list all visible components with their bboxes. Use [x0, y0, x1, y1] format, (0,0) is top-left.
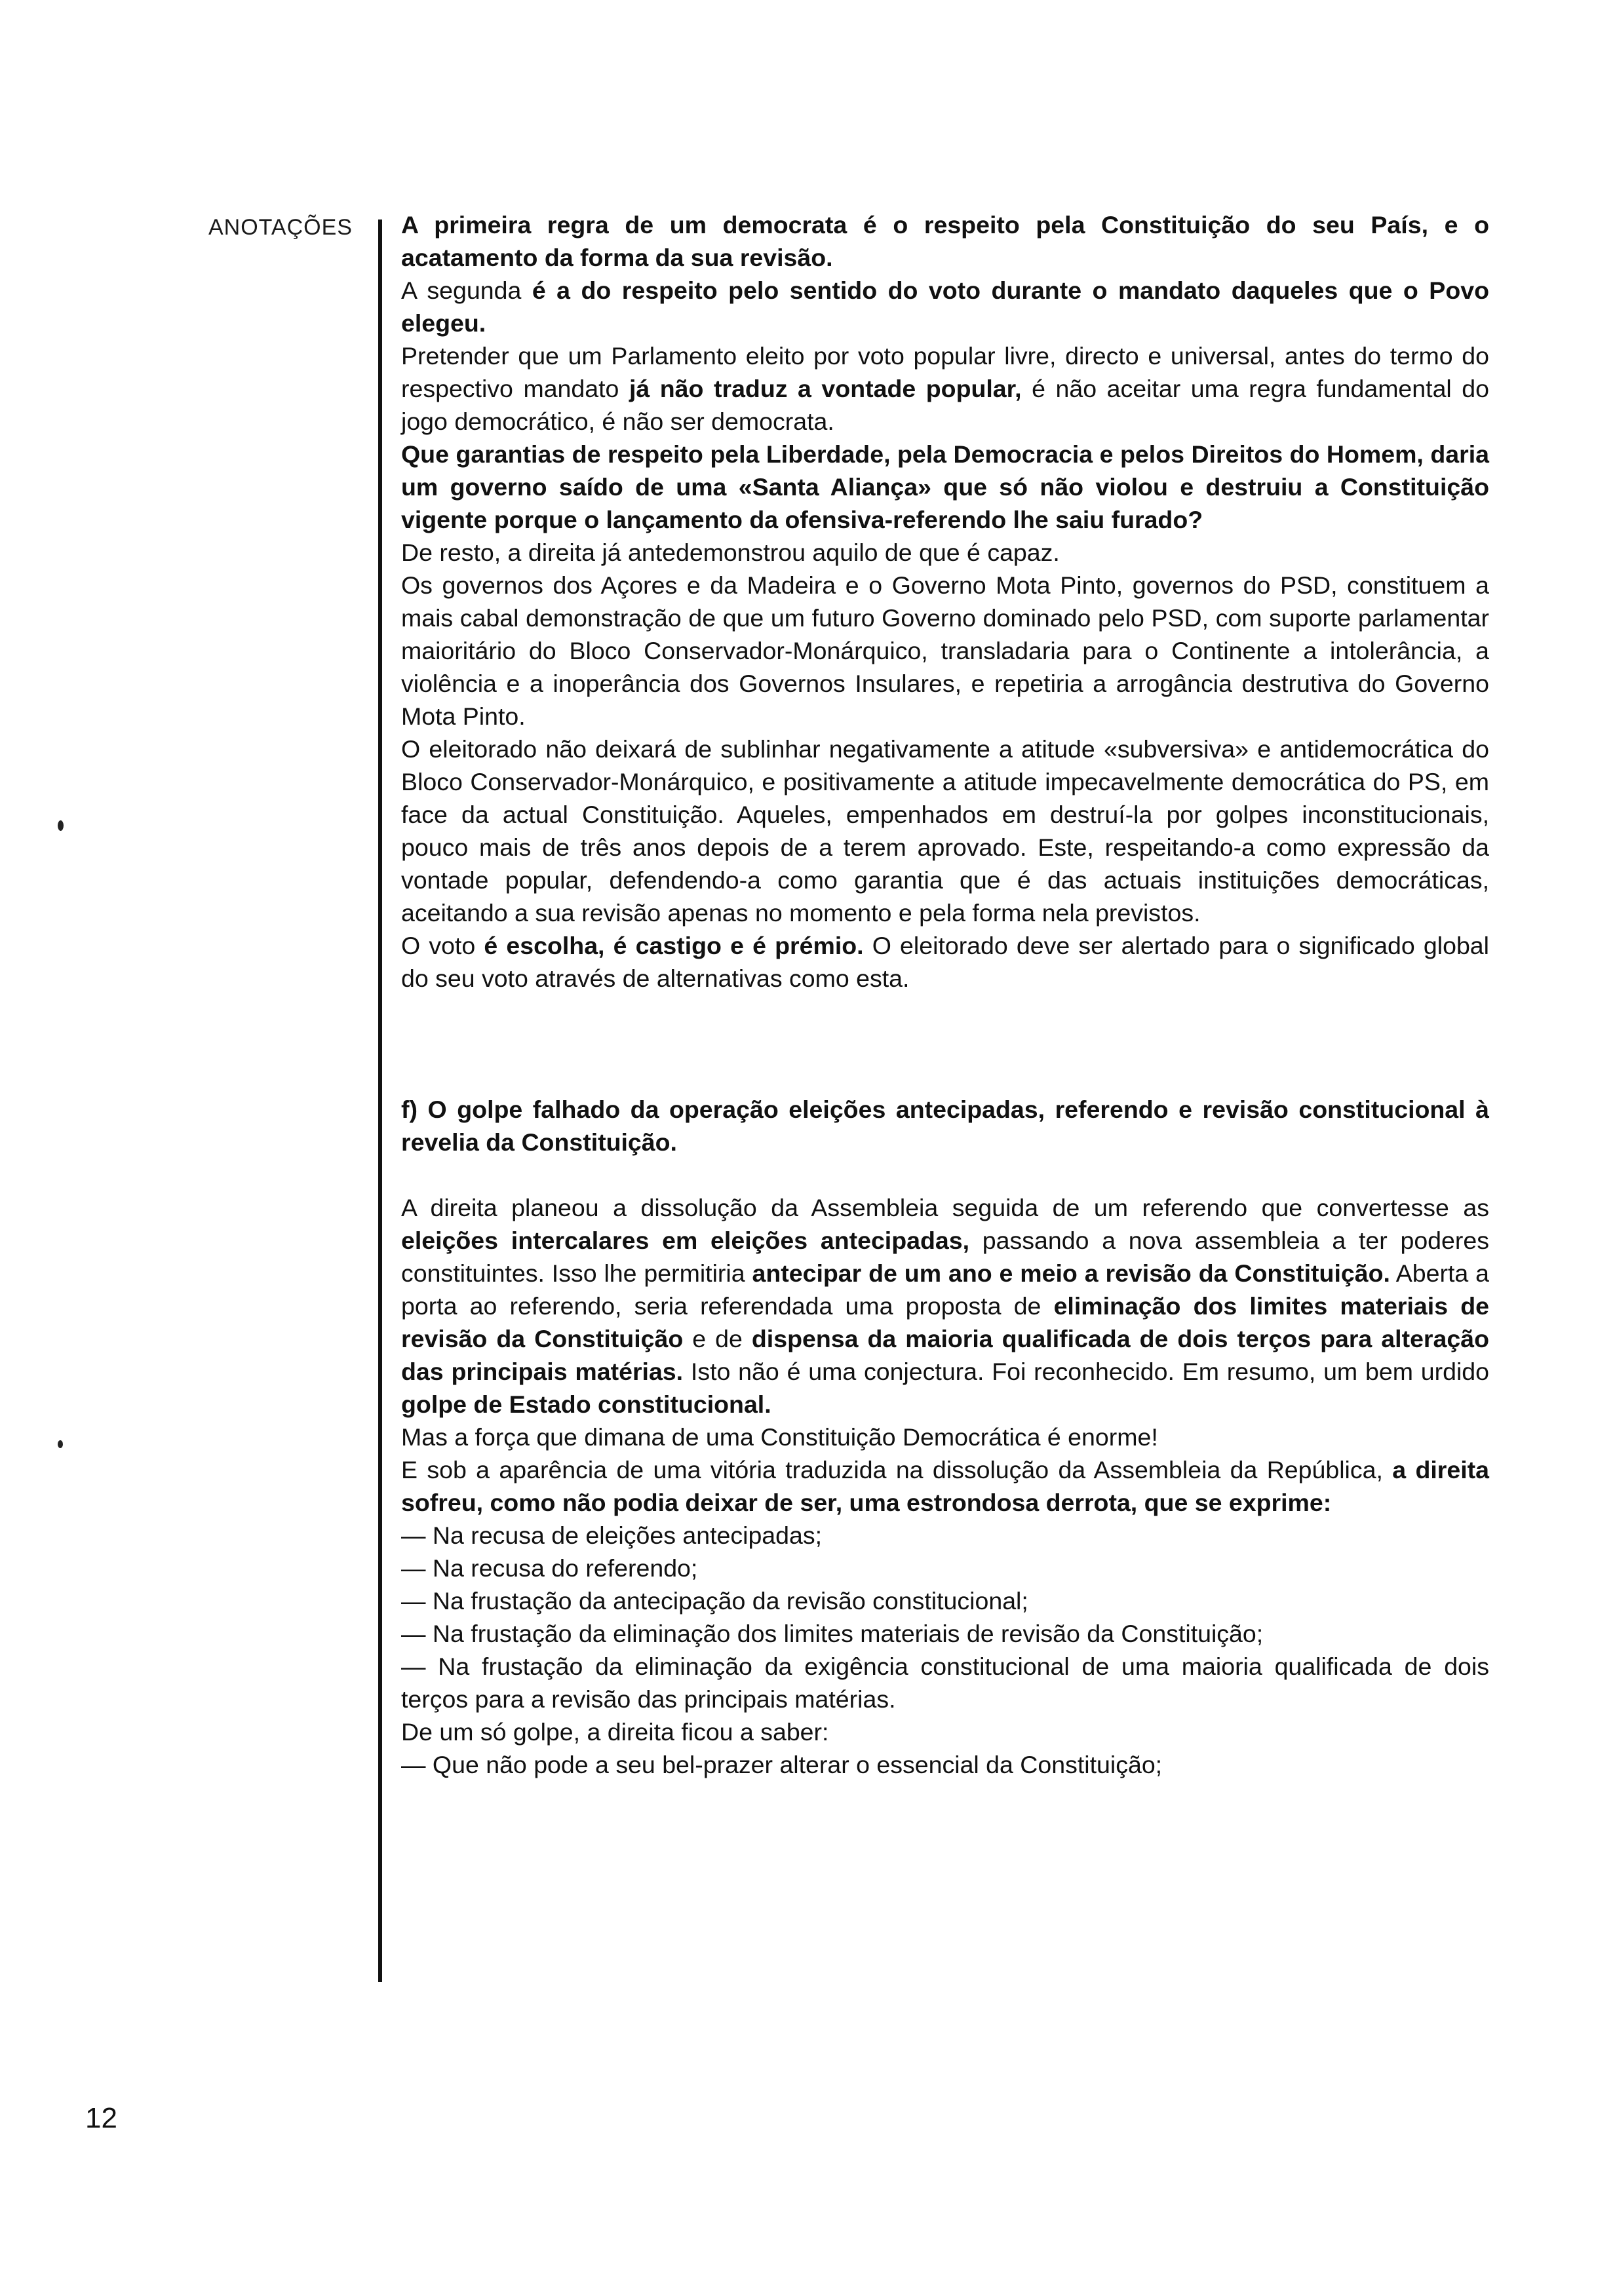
section-heading	[401, 1093, 1489, 1158]
section-gap	[401, 995, 1489, 1093]
section-paragraphs	[401, 1191, 1489, 1519]
text-run: A segunda	[401, 277, 532, 304]
closing-intro: De um só golpe, a direita ficou a saber:	[401, 1718, 829, 1746]
text-run: passando a nova assembleia a ter poderes constituintes. Isso lhe permitiria	[401, 1227, 1489, 1287]
margin-label: ANOTAÇÕES	[208, 215, 353, 240]
section-heading-text: O golpe falhado da operação eleições antecipadas, referendo e revisão constitucional à revelia da Constituição.	[401, 1096, 1489, 1156]
bold-run: é a do respeito pelo sentido do voto durante o mandato daqueles que o Povo elegeu.	[401, 277, 1489, 337]
text-run: E sob a aparência de uma vitória traduzida na dissolução da Assembleia da República,	[401, 1456, 1393, 1483]
text-run: A direita planeou a dissolução da Assembleia seguida de um referendo que convertesse as	[401, 1194, 1489, 1221]
paragraph	[401, 929, 1489, 995]
paragraph	[401, 569, 1489, 733]
text-column	[401, 208, 1489, 1781]
text-run: O voto	[401, 932, 484, 959]
derrota-list	[401, 1519, 1489, 1715]
bold-run: golpe de Estado constitucional.	[401, 1390, 771, 1418]
paragraph	[401, 1421, 1489, 1453]
paragraph	[401, 1191, 1489, 1421]
bold-run: eleições intercalares em eleições antecipadas,	[401, 1227, 970, 1254]
text-run: De resto, a direita já antedemonstrou aquilo de que é capaz.	[401, 539, 1060, 566]
bold-run: eliminação dos limites materiais de revisão da Constituição	[401, 1292, 1489, 1352]
text-run: Os governos dos Açores e da Madeira e o Governo Mota Pinto, governos do PSD, constituem a mais cabal demonstração de que um futuro Governo dominado pelo PSD, com suporte parlamentar maioritário do Bloco Conservador-Monárquico, transladaria para o Continente a intolerância, a violência e a inoperância dos Governos Insulares, e repetiria a arrogância destrutiva do Governo Mota Pinto.	[401, 571, 1489, 730]
text-run: é não aceitar uma regra fundamental do jogo democrático, é não ser democrata.	[401, 375, 1490, 435]
paragraph	[401, 274, 1489, 339]
list-item: — Que não pode a seu bel-prazer alterar o essencial da Constituição;	[401, 1751, 1163, 1778]
paragraph	[401, 339, 1489, 438]
heading-gap	[401, 1158, 1489, 1191]
paragraph	[401, 438, 1489, 536]
text-run: O eleitorado não deixará de sublinhar negativamente a atitude «subversiva» e antidemocrática do Bloco Conservador-Monárquico, e positivamente a atitude impecavelmente democrática do PS, em face da actual Constituição. Aqueles, empenhados em destruí-la por golpes inconstitucionais, pouco mais de três anos depois de a terem aprovado. Este, respeitando-a como expressão da vontade popular, defendendo-a como garantia que é das actuais instituições democráticas, aceitando a sua revisão apenas no momento e pela forma nela previstos.	[401, 735, 1489, 927]
bold-run: A primeira regra de um democrata é o respeito pela Constituição do seu País, e o acatamento da forma da sua revisão.	[401, 211, 1489, 271]
text-run: O eleitorado deve ser alertado para o significado global do seu voto através de alternativas como esta.	[401, 932, 1489, 992]
scan-speck	[58, 820, 64, 831]
scan-speck	[58, 1440, 63, 1448]
paragraph	[401, 733, 1489, 929]
list-item: — Na recusa do referendo;	[401, 1554, 698, 1582]
list-item: — Na frustação da eliminação dos limites materiais de revisão da Constituição;	[401, 1620, 1264, 1647]
list-item: — Na frustação da antecipação da revisão constitucional;	[401, 1587, 1028, 1615]
bold-run: é escolha, é castigo e é prémio.	[484, 932, 864, 959]
text-run: e de	[683, 1325, 752, 1352]
bold-run: já não traduz a vontade popular,	[629, 375, 1022, 402]
text-run: Pretender que um Parlamento eleito por voto popular livre, directo e universal, antes do termo do respectivo mandato	[401, 342, 1489, 402]
paragraph	[401, 536, 1489, 569]
bold-run: Que garantias de respeito pela Liberdade, pela Democracia e pelos Direitos do Homem, daria um governo saído de uma «Santa Aliança» que só não violou e destruiu a Constituição vigente porque o lançamento da ofensiva-referendo lhe saiu furado?	[401, 440, 1489, 533]
section-heading-prefix: f)	[401, 1096, 428, 1123]
margin-rule	[378, 220, 382, 1982]
page-number: 12	[85, 2102, 117, 2134]
list-item: — Na recusa de eleições antecipadas;	[401, 1521, 823, 1549]
text-run: Aberta a porta ao referendo, seria referendada uma proposta de	[401, 1259, 1489, 1320]
text-run: Mas a força que dimana de uma Constituição Democrática é enorme!	[401, 1423, 1158, 1451]
closing-list	[401, 1748, 1489, 1781]
text-run: Isto não é uma conjectura. Foi reconhecido. Em resumo, um bem urdido	[683, 1358, 1490, 1385]
list-item: — Na frustação da eliminação da exigência constitucional de uma maioria qualificada de dois terços para a revisão das principais matérias.	[401, 1653, 1489, 1713]
bold-run: dispensa da maioria qualificada de dois terços para alteração das principais matérias.	[401, 1325, 1489, 1385]
paragraph	[401, 208, 1489, 274]
bold-run: a direita sofreu, como não podia deixar de ser, uma estrondosa derrota, que se exprime:	[401, 1456, 1489, 1516]
bold-run: antecipar de um ano e meio a revisão da Constituição.	[752, 1259, 1390, 1287]
intro-paragraphs	[401, 208, 1489, 995]
paragraph	[401, 1453, 1489, 1519]
